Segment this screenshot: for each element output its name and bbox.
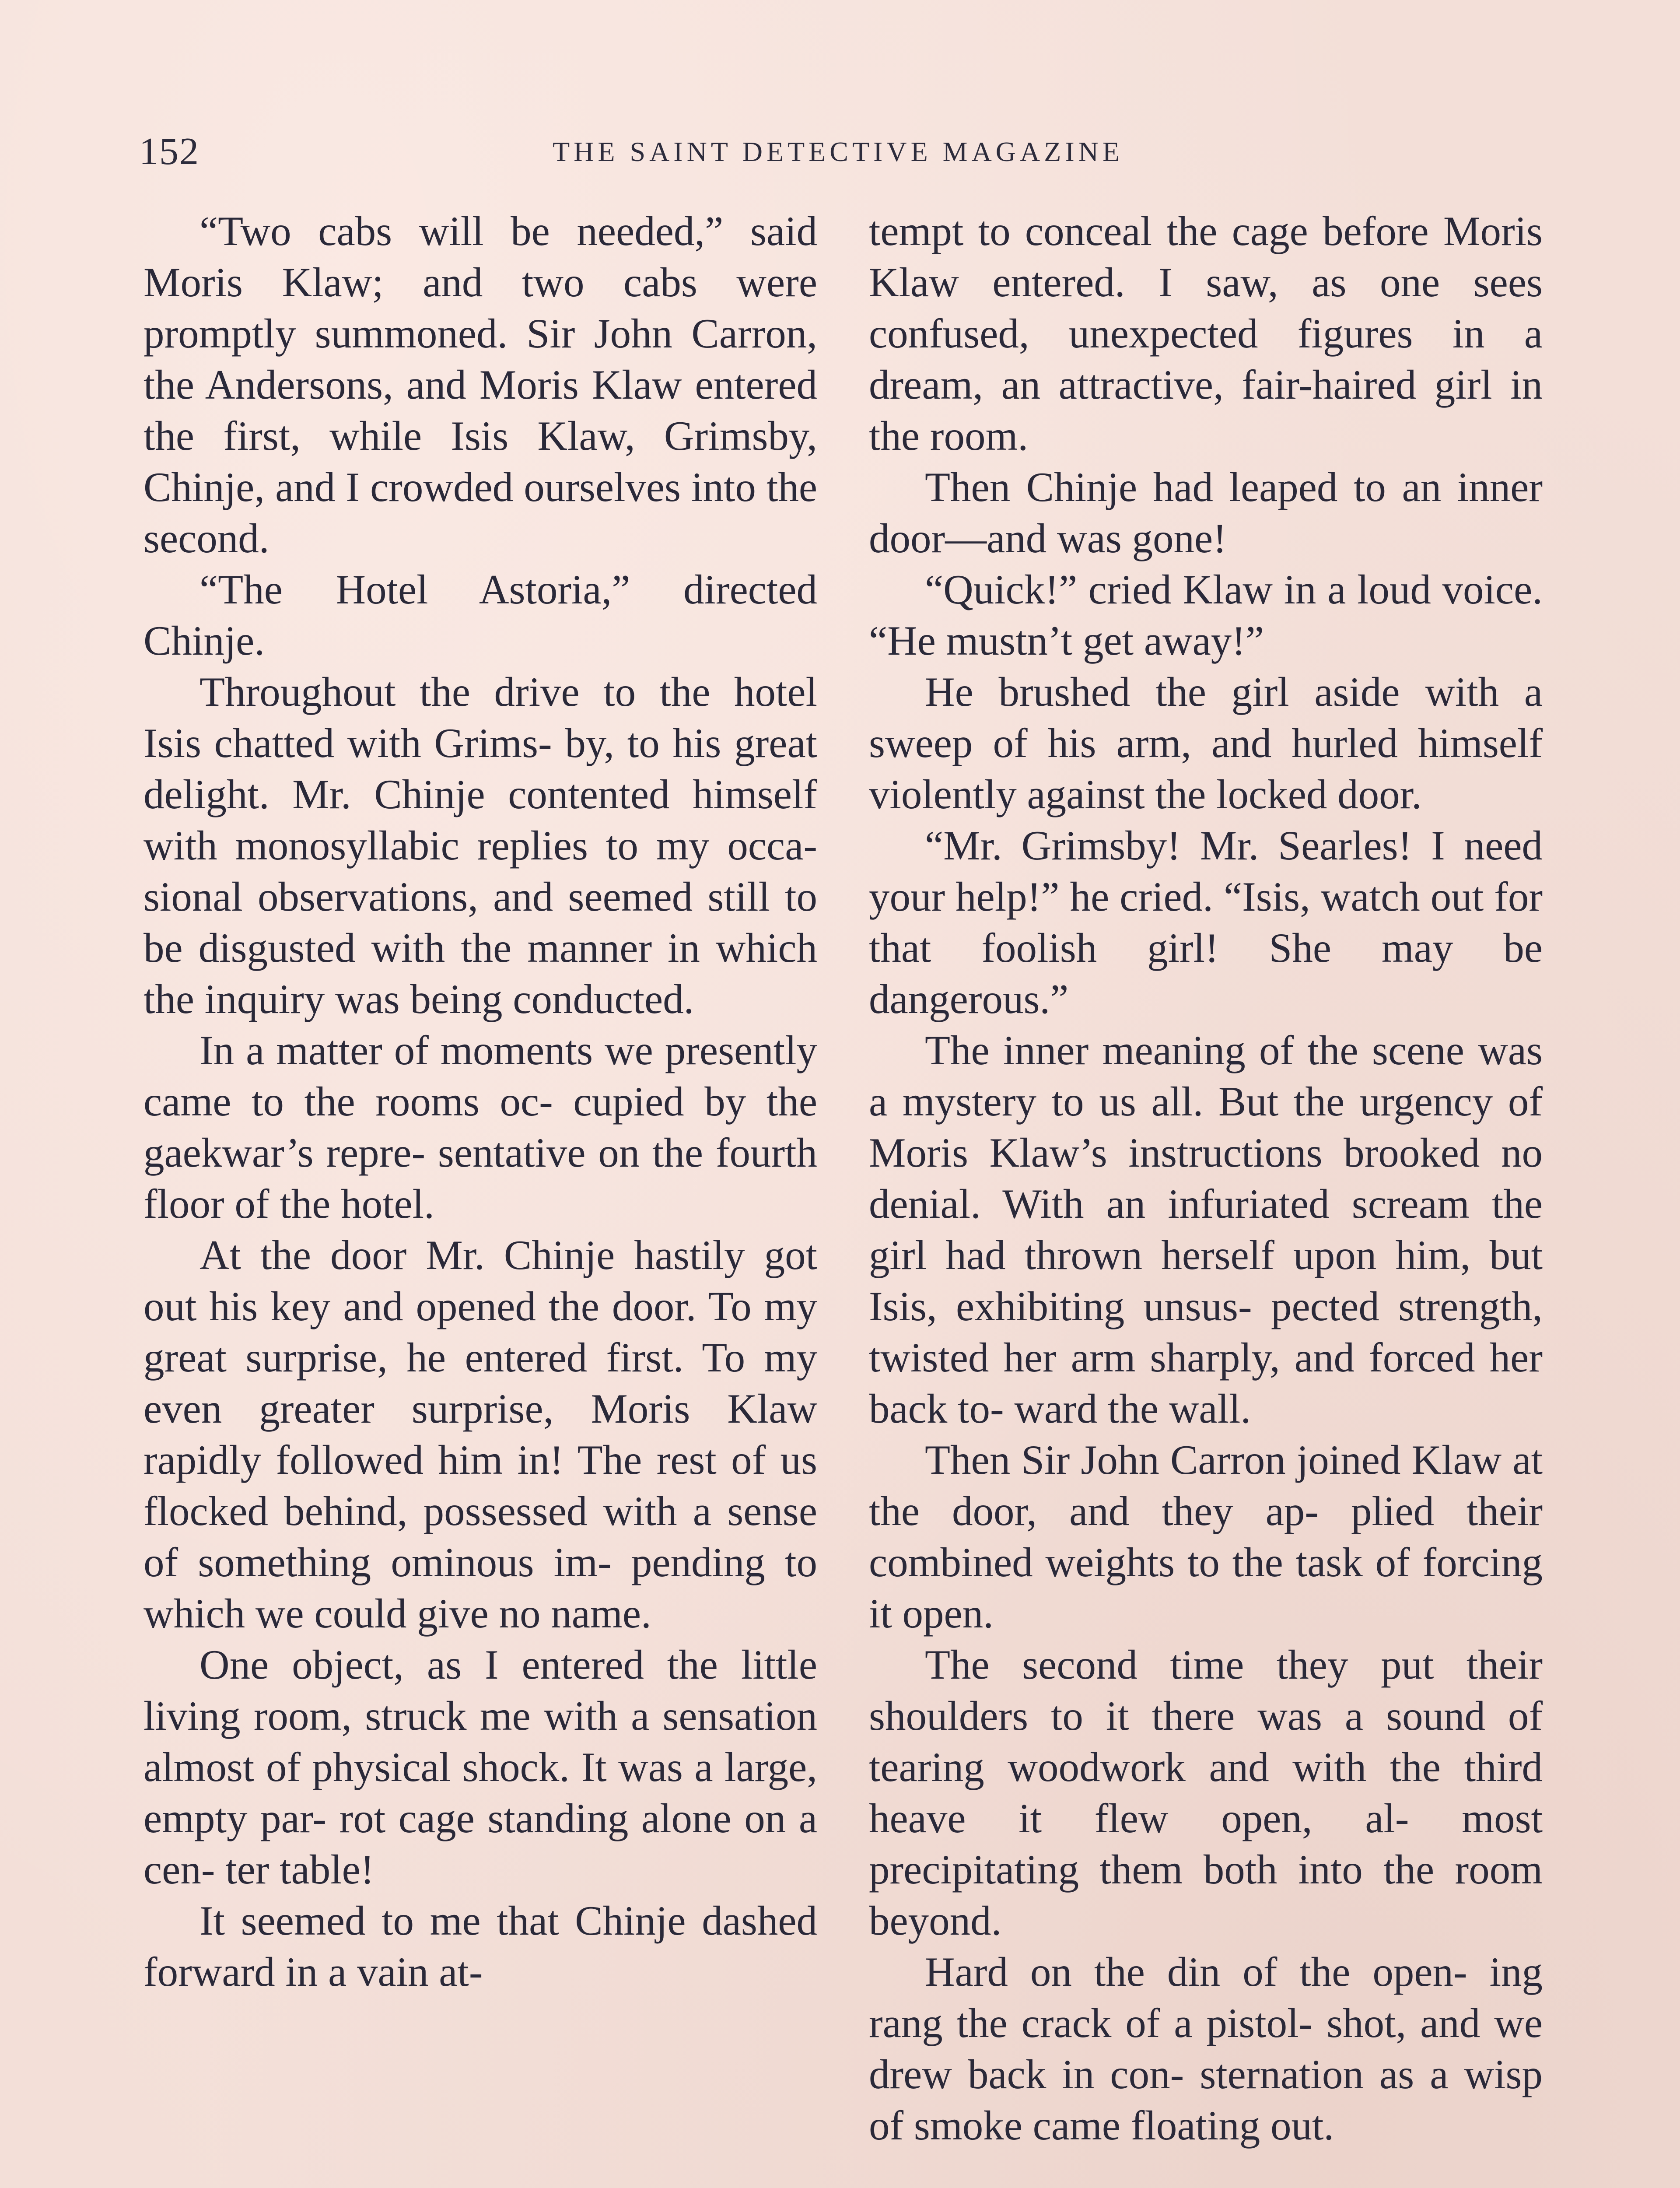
paragraph: “Mr. Grimsby! Mr. Searles! I need your help!” he cried. “Isis, watch out for that foolish girl! She may be dangerous.” xyxy=(869,822,1543,1022)
left-column xyxy=(144,206,817,1998)
paragraph-continuation: tempt to conceal the cage before Moris Klaw entered. I saw, as one sees confused, unexpected figures in a dream, an attractive, fair-haired girl in the room. xyxy=(869,208,1543,459)
page-header xyxy=(139,130,1537,182)
paragraph: The inner meaning of the scene was a mystery to us all. But the urgency of Moris Klaw’s instructions brooked no denial. With an infuriated scream the girl had thrown herself upon him, but Isis, exhibiting unsus- pected strength, twisted her arm sharply, and forced her back to- ward the wall. xyxy=(869,1027,1543,1432)
paragraph: One object, as I entered the little living room, struck me with a sensation almost of physical shock. It was a large, empty par- rot cage standing alone on a cen- ter table! xyxy=(144,1641,817,1893)
paragraph: It seemed to me that Chinje dashed forward in a vain at- xyxy=(144,1897,817,1995)
article-body xyxy=(139,206,1543,2188)
running-head: THE SAINT DETECTIVE MAGAZINE xyxy=(553,136,1124,167)
paragraph: Then Chinje had leaped to an inner door—and was gone! xyxy=(869,464,1543,561)
page-number: 152 xyxy=(139,130,200,173)
paragraph: At the door Mr. Chinje hastily got out his key and opened the door. To my great surprise, he entered first. To my even greater surprise, Moris Klaw rapidly followed him in! The rest of us flocked behind, possessed with a sense of something ominous im- pending to which we could give no name. xyxy=(144,1232,817,1637)
paragraph: “Quick!” cried Klaw in a loud voice. “He mustn’t get away!” xyxy=(869,566,1543,664)
right-column xyxy=(869,206,1543,2151)
paragraph: “The Hotel Astoria,” directed Chinje. xyxy=(144,566,817,664)
paragraph: “Two cabs will be needed,” said Moris Klaw; and two cabs were promptly summoned. Sir John Carron, the Andersons, and Moris Klaw entered the first, while Isis Klaw, Grimsby, Chinje, and I crowded ourselves into the second. xyxy=(144,208,817,561)
paragraph: Hard on the din of the open- ing rang the crack of a pistol- shot, and we drew back in con- sternation as a wisp of smoke came floating out. xyxy=(869,1949,1543,2149)
paragraph: In a matter of moments we presently came to the rooms oc- cupied by the gaekwar’s repre- sentative on the fourth floor of the hotel. xyxy=(144,1027,817,1227)
paragraph: Throughout the drive to the hotel Isis chatted with Grims- by, to his great delight. Mr. Chinje contented himself with monosyllabic replies to my occa- sional observations, and seemed still to be disgusted with the manner in which the inquiry was being conducted. xyxy=(144,669,817,1022)
paragraph: Then Sir John Carron joined Klaw at the door, and they ap- plied their combined weights to the task of forcing it open. xyxy=(869,1437,1543,1637)
paragraph: The second time they put their shoulders to it there was a sound of tearing woodwork and with the third heave it flew open, al- most precipitating them both into the room beyond. xyxy=(869,1641,1543,1944)
paragraph: He brushed the girl aside with a sweep of his arm, and hurled himself violently against the locked door. xyxy=(869,669,1543,817)
